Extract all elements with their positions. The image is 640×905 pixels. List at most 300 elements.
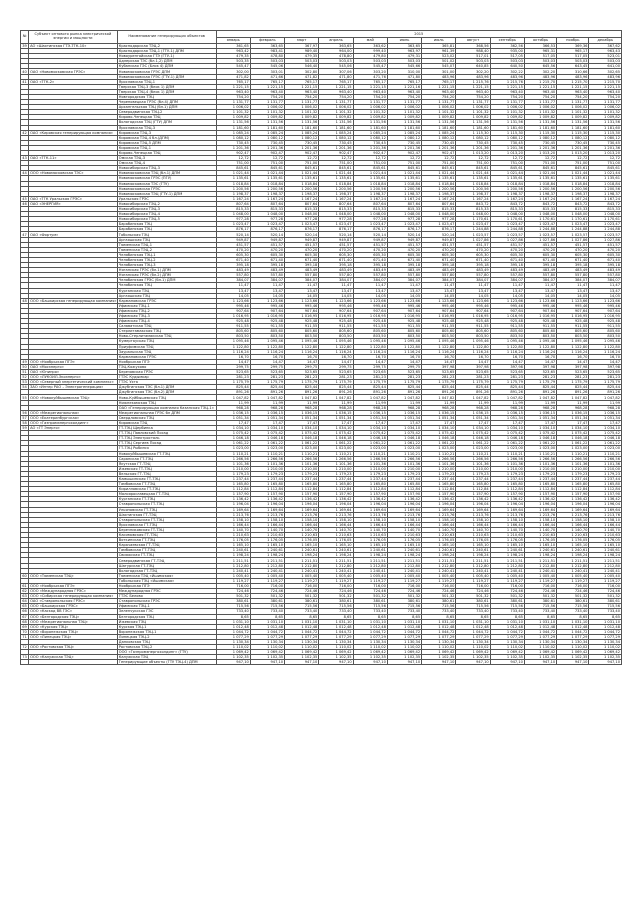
value-cell: 815,33 xyxy=(387,207,421,212)
value-cell: 1 048,00 xyxy=(490,212,524,217)
value-cell: 11,47 xyxy=(353,283,387,288)
value-cell: 1 211,51 xyxy=(589,558,622,563)
value-cell: 1 095,46 xyxy=(285,339,319,344)
organization-cell: АО «ГТ Энерго» xyxy=(29,426,118,431)
value-cell: 907,64 xyxy=(557,308,589,313)
value-cell: 1 101,32 xyxy=(285,110,319,115)
value-cell: 1 198,24 xyxy=(250,553,284,558)
value-cell: 1 213,76 xyxy=(490,512,524,517)
value-cell: 1 210,00 xyxy=(250,466,284,471)
station-cell: Челябинская ТЭЦ xyxy=(117,283,216,288)
value-cell: 1 166,44 xyxy=(250,522,284,527)
value-cell: 1 110,02 xyxy=(490,645,524,650)
value-cell: 1 075,42 xyxy=(319,431,353,436)
station-cell: Северодвинская ТЭЦ-2 xyxy=(117,110,216,115)
value-cell: 1 085,24 xyxy=(250,130,284,135)
value-cell: 1 181,60 xyxy=(216,125,250,130)
value-cell: 1 021,44 xyxy=(285,171,319,176)
value-cell: 1 018,84 xyxy=(422,181,456,186)
value-cell: 1 198,24 xyxy=(353,553,387,558)
value-cell: 1 044,72 xyxy=(250,629,284,634)
value-cell: 1 006,02 xyxy=(250,105,284,110)
value-cell: 1 140,70 xyxy=(524,527,556,532)
value-cell: 1 213,76 xyxy=(422,512,456,517)
value-cell: 501,02 xyxy=(422,59,456,64)
value-cell: 397,98 xyxy=(422,364,456,369)
value-cell: 1 136,42 xyxy=(456,497,490,502)
value-cell: 1 005,40 xyxy=(285,573,319,578)
value-cell: 1 102,35 xyxy=(285,655,319,660)
value-cell: 1 221,15 xyxy=(250,84,284,89)
value-cell: 1 212,80 xyxy=(557,563,589,568)
value-cell: 14,05 xyxy=(589,293,622,298)
value-cell: 1 023,47 xyxy=(285,222,319,227)
value-cell: 1 167,24 xyxy=(285,196,319,201)
station-cell: ГТ-ТЭЦ Рыбинск xyxy=(117,446,216,451)
value-cell: 1 013,20 xyxy=(589,150,622,155)
value-cell: 1 036,15 xyxy=(285,410,319,415)
value-cell: 815,33 xyxy=(353,207,387,212)
value-cell: 14,47 xyxy=(490,359,524,364)
station-cell: Барабинская ТЭЦ xyxy=(117,227,216,232)
value-cell: 641,00 xyxy=(589,64,622,69)
value-cell: 1 036,15 xyxy=(456,410,490,415)
value-cell: 8,65 xyxy=(490,614,524,619)
value-cell: 1 013,20 xyxy=(524,150,556,155)
value-cell: 1 165,10 xyxy=(422,543,456,548)
value-cell: 1 169,64 xyxy=(353,507,387,512)
value-cell: 640,85 xyxy=(456,64,490,69)
value-cell: 281,23 xyxy=(456,375,490,380)
value-cell: 1 101,32 xyxy=(319,110,353,115)
value-cell: 1 175,79 xyxy=(353,380,387,385)
value-cell: 825,44 xyxy=(216,385,250,390)
value-cell: 14,47 xyxy=(250,359,284,364)
value-cell: 1 210,63 xyxy=(319,533,353,538)
value-cell: 1 047,82 xyxy=(490,395,524,400)
value-cell: 1 051,34 xyxy=(456,415,490,420)
value-cell: 523,65 xyxy=(216,370,250,375)
value-cell: 1 179,23 xyxy=(250,471,284,476)
value-cell: 1 181,60 xyxy=(490,125,524,130)
station-cell: ГТЭС Кудымкар xyxy=(117,375,216,380)
value-cell: 1 101,32 xyxy=(456,110,490,115)
value-cell: 1 179,23 xyxy=(490,471,524,476)
value-cell: 366,53 xyxy=(524,44,556,49)
value-cell: 557,80 xyxy=(456,273,490,278)
value-cell: 471,66 xyxy=(250,74,284,79)
value-cell: 1 176,05 xyxy=(353,538,387,543)
value-cell: 947,10 xyxy=(456,660,490,665)
value-cell: 1 215,76 xyxy=(456,79,490,84)
value-cell: 1 009,82 xyxy=(387,115,421,120)
value-cell: 1 130,34 xyxy=(422,639,456,644)
value-cell: 470,20 xyxy=(524,247,556,252)
value-cell: 1 047,82 xyxy=(387,395,421,400)
value-cell: 1 013,20 xyxy=(490,150,524,155)
value-cell: 995,46 xyxy=(353,303,387,308)
value-cell: 1 080,12 xyxy=(557,135,589,140)
value-cell: 395,18 xyxy=(319,263,353,268)
value-cell: 1 157,90 xyxy=(490,492,524,497)
value-cell: 1 110,21 xyxy=(557,451,589,456)
value-cell: 1 006,02 xyxy=(216,105,250,110)
value-cell: 803,50 xyxy=(589,334,622,339)
value-cell: 1 006,02 xyxy=(557,105,589,110)
value-cell: 1 048,00 xyxy=(319,212,353,217)
value-cell: 1 210,00 xyxy=(285,466,319,471)
value-cell: 1 048,00 xyxy=(387,212,421,217)
header-month: июнь xyxy=(387,37,421,44)
value-cell: 11,99 xyxy=(422,400,456,405)
value-cell: 902,47 xyxy=(387,150,421,155)
value-cell: 1 027,86 xyxy=(557,237,589,242)
value-cell: 1 016,95 xyxy=(557,313,589,318)
value-cell: 1 240,41 xyxy=(490,568,524,573)
value-cell: 671,40 xyxy=(353,257,387,262)
value-cell: 716,00 xyxy=(557,583,589,588)
value-cell: 733,40 xyxy=(387,609,421,614)
value-cell: 1 166,44 xyxy=(319,522,353,527)
value-cell: 1 181,60 xyxy=(353,125,387,130)
row-number: 48 xyxy=(22,298,27,303)
station-cell: Аргаяшская ТЭЦ xyxy=(117,293,216,298)
value-cell: 451,57 xyxy=(456,242,490,247)
value-cell: 14,05 xyxy=(319,293,353,298)
station-cell: Вологодская ТЭЦ (ГТУ) ДПМ xyxy=(117,120,216,125)
value-cell: 1 044,72 xyxy=(319,629,353,634)
station-cell: ГТ-ТЭЦ Электросталь xyxy=(117,436,216,441)
organization-cell xyxy=(29,660,118,665)
value-cell: 17,47 xyxy=(387,420,421,425)
station-cell: Тверская ТЭЦ-4 (блок 1) ДПМ xyxy=(117,89,216,94)
value-cell: 1 102,35 xyxy=(216,655,250,660)
value-cell: 1 036,15 xyxy=(319,410,353,415)
value-cell: 754,20 xyxy=(456,94,490,99)
value-cell: 765,17 xyxy=(285,79,319,84)
value-cell: 12,72 xyxy=(490,156,524,161)
value-cell: 1 131,56 xyxy=(353,120,387,125)
station-cell: Ноябрьская ПГЭ xyxy=(117,583,216,588)
value-cell: 963,40 xyxy=(490,89,524,94)
value-cell: 730,45 xyxy=(285,140,319,145)
value-cell: 1 211,51 xyxy=(524,558,556,563)
value-cell: 451,57 xyxy=(422,242,456,247)
station-cell: Кирово-Чепецкая ТЭЦ xyxy=(117,150,216,155)
value-cell: 14,05 xyxy=(490,293,524,298)
value-cell: 1 211,51 xyxy=(490,558,524,563)
value-cell: 17,47 xyxy=(250,420,284,425)
value-cell: 1 101,36 xyxy=(285,461,319,466)
value-cell: 503,03 xyxy=(490,59,524,64)
value-cell: 1 176,05 xyxy=(524,538,556,543)
value-cell: 1 131,77 xyxy=(456,100,490,105)
organization-cell: ООО «Белгородская ТЭЦ» xyxy=(29,614,118,619)
value-cell: 1 212,80 xyxy=(216,563,250,568)
station-cell: Ново-Куйбышевская ТЭЦ xyxy=(117,395,216,400)
value-cell: 949,87 xyxy=(285,237,319,242)
station-cell: Свердловская ТЭЦ xyxy=(117,415,216,420)
value-cell: 1 012,48 xyxy=(216,624,250,629)
value-cell: 1 110,02 xyxy=(353,645,387,650)
value-cell: 1 167,24 xyxy=(422,196,456,201)
value-cell: 1 215,70 xyxy=(557,79,589,84)
value-cell: 1 135,61 xyxy=(456,176,490,181)
value-cell: 1 023,47 xyxy=(524,222,556,227)
value-cell: 299,75 xyxy=(285,364,319,369)
value-cell: 16,70 xyxy=(387,354,421,359)
value-cell: 968,28 xyxy=(524,405,556,410)
value-cell: 451,57 xyxy=(557,242,589,247)
value-cell: 1 131,77 xyxy=(387,100,421,105)
value-cell: 517,05 xyxy=(490,54,524,59)
value-cell: 803,50 xyxy=(216,334,250,339)
value-cell: 1 165,10 xyxy=(557,543,589,548)
value-cell: 1 157,90 xyxy=(387,492,421,497)
value-cell: 13,47 xyxy=(285,288,319,293)
value-cell: 557,80 xyxy=(422,273,456,278)
value-cell: 1 080,12 xyxy=(250,135,284,140)
value-cell: 1 215,70 xyxy=(589,79,622,84)
value-cell: 1 266,56 xyxy=(589,456,622,461)
value-cell: 1 167,24 xyxy=(250,196,284,201)
value-cell: 1 175,79 xyxy=(285,380,319,385)
value-cell: 1 210,63 xyxy=(524,533,556,538)
value-cell: 1 021,44 xyxy=(250,171,284,176)
value-cell: 1 034,10 xyxy=(387,426,421,431)
value-cell: 751,00 xyxy=(250,161,284,166)
value-cell: 1 021,44 xyxy=(490,171,524,176)
station-cell: Кармановская ГРЭС xyxy=(117,354,216,359)
value-cell: 1 119,27 xyxy=(387,578,421,583)
organization-cell: ООО «Липецкая ТЭЦ» xyxy=(29,634,118,639)
value-cell: 1 016,95 xyxy=(285,313,319,318)
value-cell: 1 135,61 xyxy=(557,176,589,181)
value-cell: 470,20 xyxy=(557,247,589,252)
value-cell: 891,26 xyxy=(456,390,490,395)
value-cell: 1 135,61 xyxy=(319,176,353,181)
value-cell: 384,07 xyxy=(216,278,250,283)
value-cell: 911,55 xyxy=(319,324,353,329)
value-cell: 815,33 xyxy=(422,207,456,212)
value-cell: 671,40 xyxy=(589,257,622,262)
value-cell: 299,75 xyxy=(250,364,284,369)
value-cell: 1 110,02 xyxy=(285,645,319,650)
value-cell: 1 123,66 xyxy=(285,298,319,303)
value-cell: 395,18 xyxy=(422,263,456,268)
value-cell: 14,05 xyxy=(456,293,490,298)
value-cell: 1 210,63 xyxy=(250,533,284,538)
value-cell: 1 211,51 xyxy=(387,558,421,563)
station-cell: Зауральская ТЭЦ xyxy=(117,349,216,354)
value-cell: 483,49 xyxy=(422,268,456,273)
value-cell: 1 198,37 xyxy=(456,191,490,196)
value-cell: 1 110,02 xyxy=(422,645,456,650)
value-cell: 968,28 xyxy=(422,405,456,410)
value-cell: 1 179,23 xyxy=(557,471,589,476)
organization-cell: ОАО «Новомосковская ГРЭС» xyxy=(29,69,118,74)
value-cell: 1 046,18 xyxy=(589,436,622,441)
value-cell: 1 131,56 xyxy=(250,120,284,125)
value-cell: 1 046,18 xyxy=(524,436,556,441)
value-cell: 947,10 xyxy=(422,660,456,665)
organization-cell: ООО «Калужская ТЭЦ» xyxy=(29,655,118,660)
value-cell: 1 005,40 xyxy=(216,573,250,578)
value-cell: 805,60 xyxy=(285,329,319,334)
value-cell: 395,18 xyxy=(557,263,589,268)
station-cell: Шатурская ГТ-ТЭЦ xyxy=(117,563,216,568)
value-cell: 1 179,23 xyxy=(319,471,353,476)
value-cell: 730,45 xyxy=(557,140,589,145)
value-cell: 1 102,35 xyxy=(589,655,622,660)
value-cell: 1 023,47 xyxy=(490,222,524,227)
value-cell: 1 175,79 xyxy=(524,380,556,385)
value-cell: 754,20 xyxy=(216,94,250,99)
header-month: май xyxy=(353,37,387,44)
value-cell: 13,47 xyxy=(524,288,556,293)
value-cell: 281,23 xyxy=(319,375,353,380)
value-cell: 1 240,61 xyxy=(589,548,622,553)
station-cell: Северодвинская ГТ-ТЭЦ xyxy=(117,558,216,563)
value-cell: 825,44 xyxy=(250,385,284,390)
value-cell: 815,33 xyxy=(285,207,319,212)
value-cell: 1 210,00 xyxy=(319,466,353,471)
value-cell: 1 140,70 xyxy=(589,527,622,532)
value-cell: 845,61 xyxy=(285,166,319,171)
station-cell: Кировская ТЭЦ-5 ДПМ xyxy=(117,140,216,145)
value-cell: 1 176,05 xyxy=(589,538,622,543)
value-cell: 1 077,29 xyxy=(557,634,589,639)
station-cell: Барабинская ТЭЦ xyxy=(117,222,216,227)
value-cell: 520,14 xyxy=(250,232,284,237)
value-cell: 1 175,79 xyxy=(422,380,456,385)
value-cell: 1 240,41 xyxy=(589,568,622,573)
value-cell: 281,23 xyxy=(557,375,589,380)
value-cell: 1 179,23 xyxy=(353,471,387,476)
value-cell: 1 023,00 xyxy=(589,446,622,451)
value-cell: 1 212,80 xyxy=(456,563,490,568)
value-cell: 1 061,22 xyxy=(387,441,421,446)
value-cell: 1 116,24 xyxy=(216,349,250,354)
value-cell: 1 123,66 xyxy=(353,298,387,303)
value-cell: 754,20 xyxy=(490,94,524,99)
value-cell: 1 123,66 xyxy=(524,298,556,303)
value-cell: 733,40 xyxy=(456,609,490,614)
station-cell: Челябинская ТЭЦ-2 xyxy=(117,257,216,262)
value-cell: 1 101,36 xyxy=(524,461,556,466)
value-cell: 733,40 xyxy=(422,609,456,614)
value-cell: 1 023,47 xyxy=(387,222,421,227)
value-cell: 11,47 xyxy=(456,283,490,288)
value-cell: 1 213,76 xyxy=(589,512,622,517)
value-cell: 1 213,76 xyxy=(456,512,490,517)
value-cell: 1 023,57 xyxy=(589,232,622,237)
value-cell: 1 101,36 xyxy=(250,461,284,466)
value-cell: 545,06 xyxy=(250,64,284,69)
value-cell: 1 244,88 xyxy=(557,227,589,232)
row-number: 62 xyxy=(22,589,27,594)
value-cell: 1 221,16 xyxy=(387,84,421,89)
value-cell: 1 131,56 xyxy=(589,120,622,125)
value-cell: 1 237,44 xyxy=(490,476,524,481)
value-cell: 911,55 xyxy=(589,324,622,329)
value-cell: 1 005,40 xyxy=(250,573,284,578)
value-cell: 1 131,56 xyxy=(387,120,421,125)
value-cell: 845,61 xyxy=(557,166,589,171)
value-cell: 963,40 xyxy=(524,89,556,94)
value-cell: 14,05 xyxy=(524,293,556,298)
value-cell: 384,07 xyxy=(490,278,524,283)
value-cell: 805,60 xyxy=(422,329,456,334)
value-cell: 815,33 xyxy=(557,207,589,212)
station-cell: Аргаяшская ТЭЦ xyxy=(117,237,216,242)
value-cell: 483,96 xyxy=(557,74,589,79)
value-cell: 557,80 xyxy=(557,273,589,278)
station-cell: Кировская ТЭЦ-4 бл.(ДПМ) xyxy=(117,135,216,140)
value-cell: 1 211,51 xyxy=(456,558,490,563)
value-cell: 1 101,36 xyxy=(557,461,589,466)
row-number: 66 xyxy=(22,609,27,614)
value-cell: 995,46 xyxy=(524,303,556,308)
value-cell: 384,07 xyxy=(250,278,284,283)
value-cell: 1 006,02 xyxy=(490,105,524,110)
value-cell: 925,48 xyxy=(490,319,524,324)
value-cell: 1 095,46 xyxy=(353,339,387,344)
value-cell: 557,80 xyxy=(387,273,421,278)
value-cell: 907,64 xyxy=(353,308,387,313)
value-cell: 1 210,00 xyxy=(387,466,421,471)
value-cell: 1 069,42 xyxy=(490,650,524,655)
value-cell: 754,20 xyxy=(524,94,556,99)
value-cell: 995,46 xyxy=(557,303,589,308)
value-cell: 1 210,00 xyxy=(490,466,524,471)
value-cell: 815,33 xyxy=(589,207,622,212)
value-cell: 925,48 xyxy=(524,319,556,324)
value-cell: 1 244,88 xyxy=(456,227,490,232)
value-cell: 803,50 xyxy=(285,334,319,339)
value-cell: 8,65 xyxy=(216,614,250,619)
value-cell: 977,28 xyxy=(422,217,456,222)
station-cell: Березовская ГРЭС xyxy=(117,370,216,375)
value-cell: 546,40 xyxy=(285,64,319,69)
value-cell: 1 021,44 xyxy=(387,171,421,176)
value-cell: 1 021,44 xyxy=(216,171,250,176)
value-cell: 14,47 xyxy=(422,359,456,364)
value-cell: 1 110,21 xyxy=(589,451,622,456)
value-cell: 1 167,24 xyxy=(216,196,250,201)
value-cell: 803,50 xyxy=(387,334,421,339)
value-cell: 1 023,00 xyxy=(353,446,387,451)
station-cell: Курганская ТЭЦ xyxy=(117,288,216,293)
value-cell: 1 075,42 xyxy=(422,431,456,436)
value-cell: 1 101,36 xyxy=(319,461,353,466)
value-cell: 891,26 xyxy=(490,390,524,395)
value-cell: 1 095,46 xyxy=(216,339,250,344)
value-cell: 730,45 xyxy=(456,140,490,145)
row-number: 42 xyxy=(22,130,27,135)
value-cell: 1 165,80 xyxy=(557,482,589,487)
value-cell: 1 036,15 xyxy=(353,410,387,415)
value-cell: 995,46 xyxy=(285,303,319,308)
value-cell: 999,40 xyxy=(353,49,387,54)
value-cell: 1 080,12 xyxy=(353,135,387,140)
value-cell: 1 095,46 xyxy=(589,339,622,344)
value-cell: 843,72 xyxy=(589,201,622,206)
value-cell: 1 213,76 xyxy=(216,512,250,517)
value-cell: 947,10 xyxy=(353,660,387,665)
station-cell: Челябинская ТЭЦ-3 xyxy=(117,263,216,268)
value-cell: 949,87 xyxy=(387,237,421,242)
